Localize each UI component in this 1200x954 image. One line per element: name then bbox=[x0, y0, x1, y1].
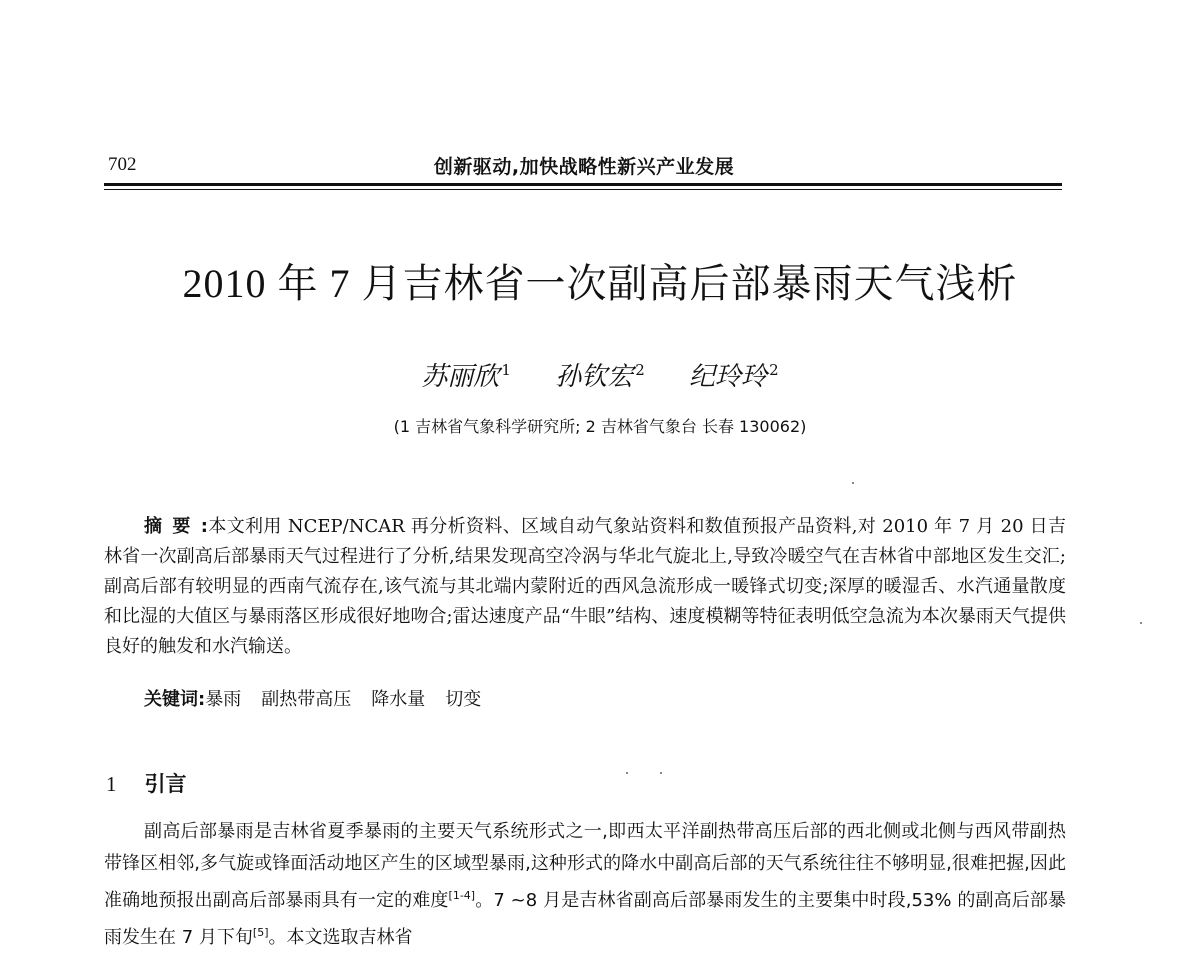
citation: [1-4] bbox=[448, 889, 476, 902]
paper-title: 2010 年 7 月吉林省一次副高后部暴雨天气浅析 bbox=[182, 261, 1018, 306]
paragraph-text: 。本文选取吉林省 bbox=[268, 927, 413, 948]
scan-speck bbox=[660, 772, 662, 774]
section-heading bbox=[106, 768, 187, 798]
keywords-label: 关键词: bbox=[144, 689, 206, 710]
author-affiliation-mark: 1 bbox=[501, 361, 511, 380]
keyword: 副热带高压 bbox=[261, 689, 352, 710]
abstract bbox=[104, 512, 1066, 662]
abstract-colon: : bbox=[200, 516, 208, 537]
page-number: 702 bbox=[108, 154, 137, 175]
author bbox=[421, 362, 511, 392]
scan-speck bbox=[626, 772, 628, 774]
author-name: 苏丽欣 bbox=[421, 362, 500, 392]
body-paragraph bbox=[104, 816, 1066, 954]
scan-speck bbox=[852, 482, 854, 484]
author-list bbox=[0, 356, 1200, 393]
paragraph-text: 。7 ~8 月是吉林省副高后部暴雨发生的主要集中时段,53% 的副高后部暴雨发生在 7 月下旬 bbox=[104, 890, 1066, 948]
abstract-text: 本文利用 NCEP/NCAR 再分析资料、区域自动气象站资料和数值预报产品资料,对 2010 年 7 月 20 日吉林省一次副高后部暴雨天气过程进行了分析,结果发现高空冷涡与华北气旋北上,导致冷暖空气在吉林省中部地区发生交汇;副高后部有较明显的西南气流存在,该气流与其北端内蒙附近的西风急流形成一暖锋式切变;深厚的暖湿舌、水汽通量散度和比湿的大值区与暴雨落区形成很好地吻合;雷达速度产品“牛眼”结构、速度模糊等特征表明低空急流为本次暴雨天气提供良好的触发和水汽输送。 bbox=[104, 516, 1067, 657]
running-header bbox=[104, 150, 1064, 184]
keywords bbox=[144, 685, 501, 715]
header-rule bbox=[104, 183, 1062, 186]
scan-speck bbox=[1140, 622, 1142, 624]
affiliation: (1 吉林省气象科学研究所; 2 吉林省气象台 长春 130062) bbox=[393, 417, 807, 436]
author-affiliation-mark: 2 bbox=[769, 361, 779, 380]
keyword: 降水量 bbox=[371, 689, 426, 710]
abstract-label: 摘要 bbox=[144, 516, 201, 537]
citation: [5] bbox=[252, 926, 269, 939]
author bbox=[555, 362, 645, 392]
header-rule-thin bbox=[104, 189, 1062, 190]
section-number: 1 bbox=[106, 772, 117, 796]
author-name: 孙钦宏 bbox=[555, 362, 634, 392]
keyword: 切变 bbox=[445, 689, 482, 710]
journal-title: 创新驱动,加快战略性新兴产业发展 bbox=[433, 156, 735, 178]
section-title: 引言 bbox=[144, 772, 187, 796]
author bbox=[689, 362, 779, 392]
paragraph-text: 副高后部暴雨是吉林省夏季暴雨的主要天气系统形式之一,即西太平洋副热带高压后部的西北侧或北侧与西风带副热带锋区相邻,多气旋或锋面活动地区产生的区域型暴雨,这种形式的降水中副高后部的天气系统往往不够明显,很难把握,因此准确地预报出副高后部暴雨具有一定的难度 bbox=[104, 821, 1066, 911]
keyword: 暴雨 bbox=[205, 689, 242, 710]
author-name: 纪玲玲 bbox=[689, 362, 768, 392]
author-affiliation-mark: 2 bbox=[635, 361, 645, 380]
